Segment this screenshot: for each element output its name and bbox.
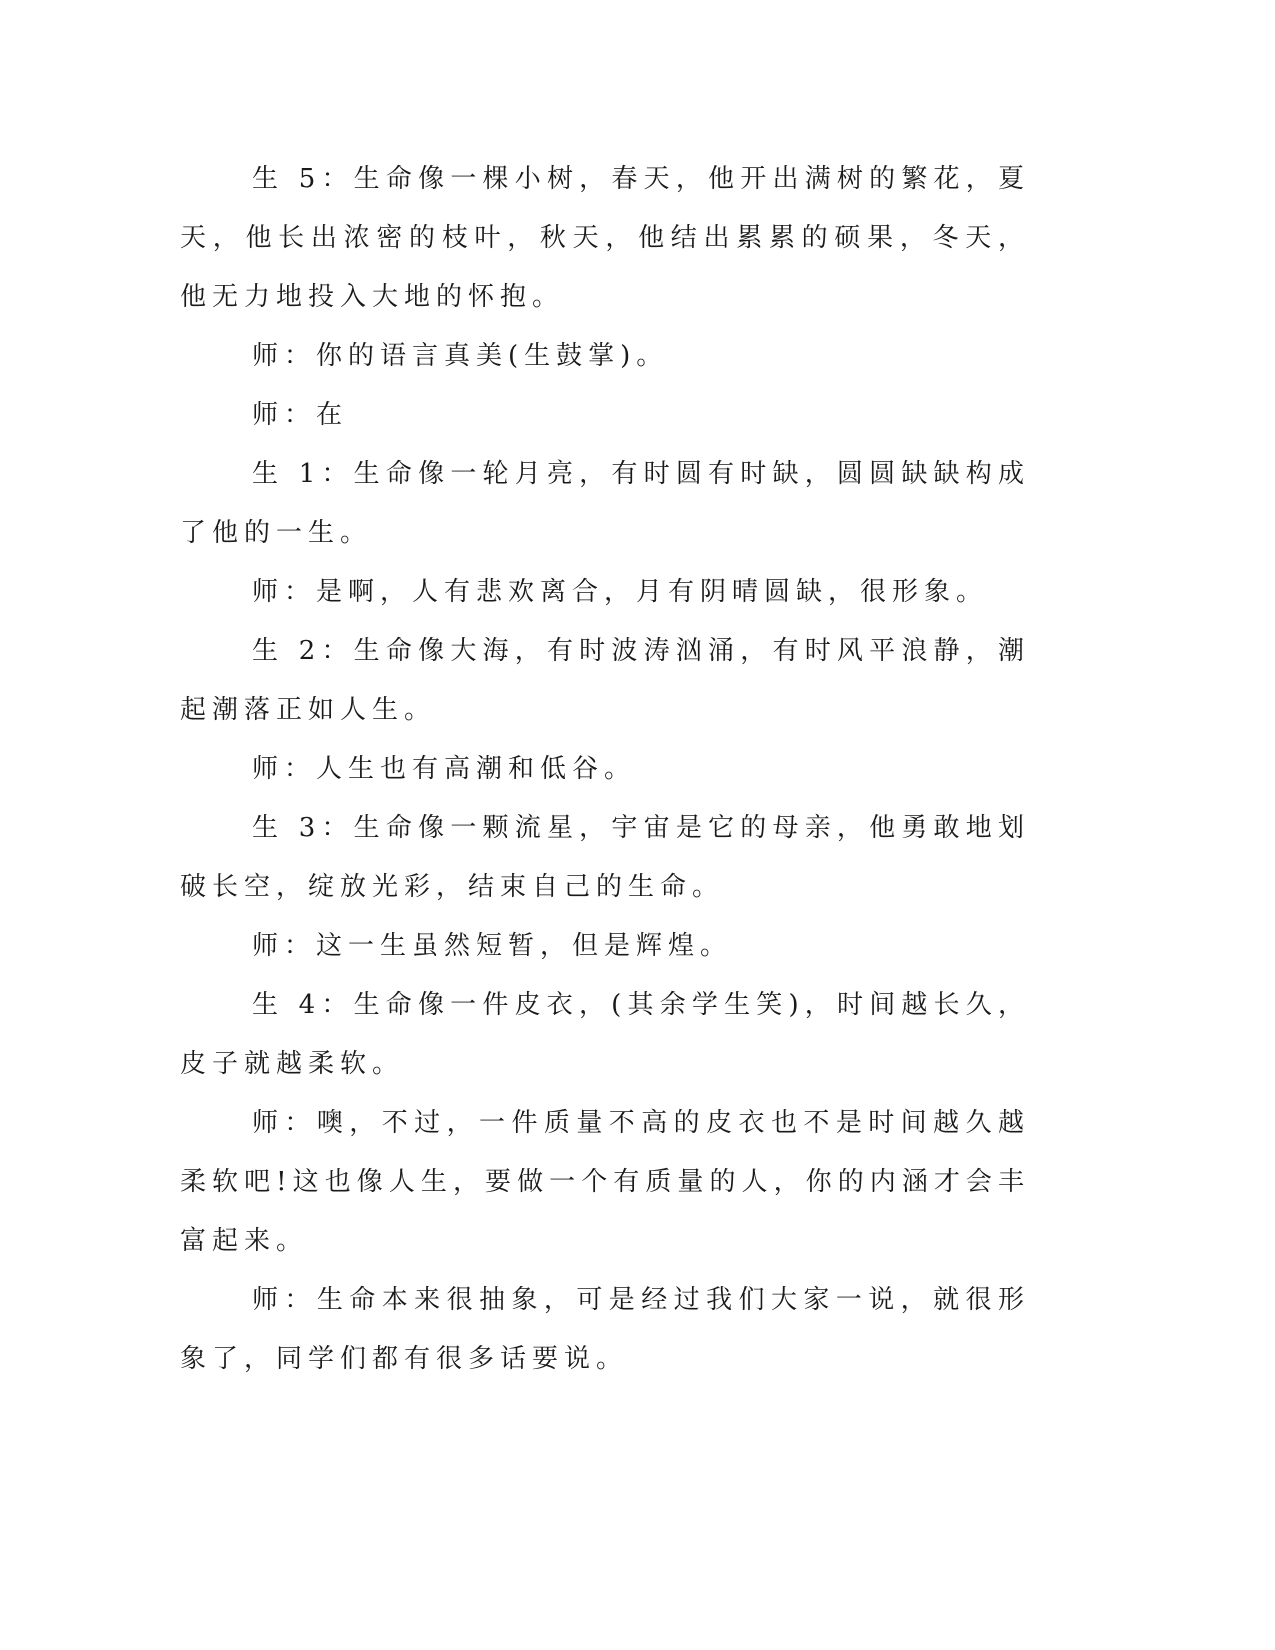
paragraph-teacher-praise: 师：你的语言真美(生鼓掌)。	[252, 341, 669, 371]
paragraph-teacher-summary: 师：生命本来很抽象，可是经过我们大家一说，就很形象了，同学们都有很多话要说。	[180, 1285, 1030, 1374]
paragraph-teacher-tide: 师：人生也有高潮和低谷。	[252, 754, 637, 784]
paragraph-teacher-zai: 师：在	[252, 400, 349, 430]
paragraph-teacher-leather: 师：噢，不过，一件质量不高的皮衣也不是时间越久越柔软吧!这也像人生，要做一个有质量的人，你的内涵才会丰富起来。	[180, 1108, 1030, 1256]
paragraph-student-3: 生 3：生命像一颗流星，宇宙是它的母亲，他勇敢地划破长空，绽放光彩，结束自己的生命。	[180, 813, 1030, 902]
paragraph-teacher-moon: 师：是啊，人有悲欢离合，月有阴晴圆缺，很形象。	[252, 577, 989, 607]
paragraph-student-2: 生 2：生命像大海，有时波涛汹涌，有时风平浪静，潮起潮落正如人生。	[180, 636, 1030, 725]
paragraph-teacher-brief: 师：这一生虽然短暂，但是辉煌。	[252, 931, 733, 961]
document-body	[180, 150, 1030, 1389]
paragraph-student-5: 生 5：生命像一棵小树，春天，他开出满树的繁花，夏天，他长出浓密的枝叶，秋天，他结出累累的硕果，冬天，他无力地投入大地的怀抱。	[180, 164, 1030, 312]
paragraph-student-4: 生 4：生命像一件皮衣，(其余学生笑)，时间越长久，皮子就越柔软。	[180, 990, 1030, 1079]
paragraph-student-1: 生 1：生命像一轮月亮，有时圆有时缺，圆圆缺缺构成了他的一生。	[180, 459, 1030, 548]
